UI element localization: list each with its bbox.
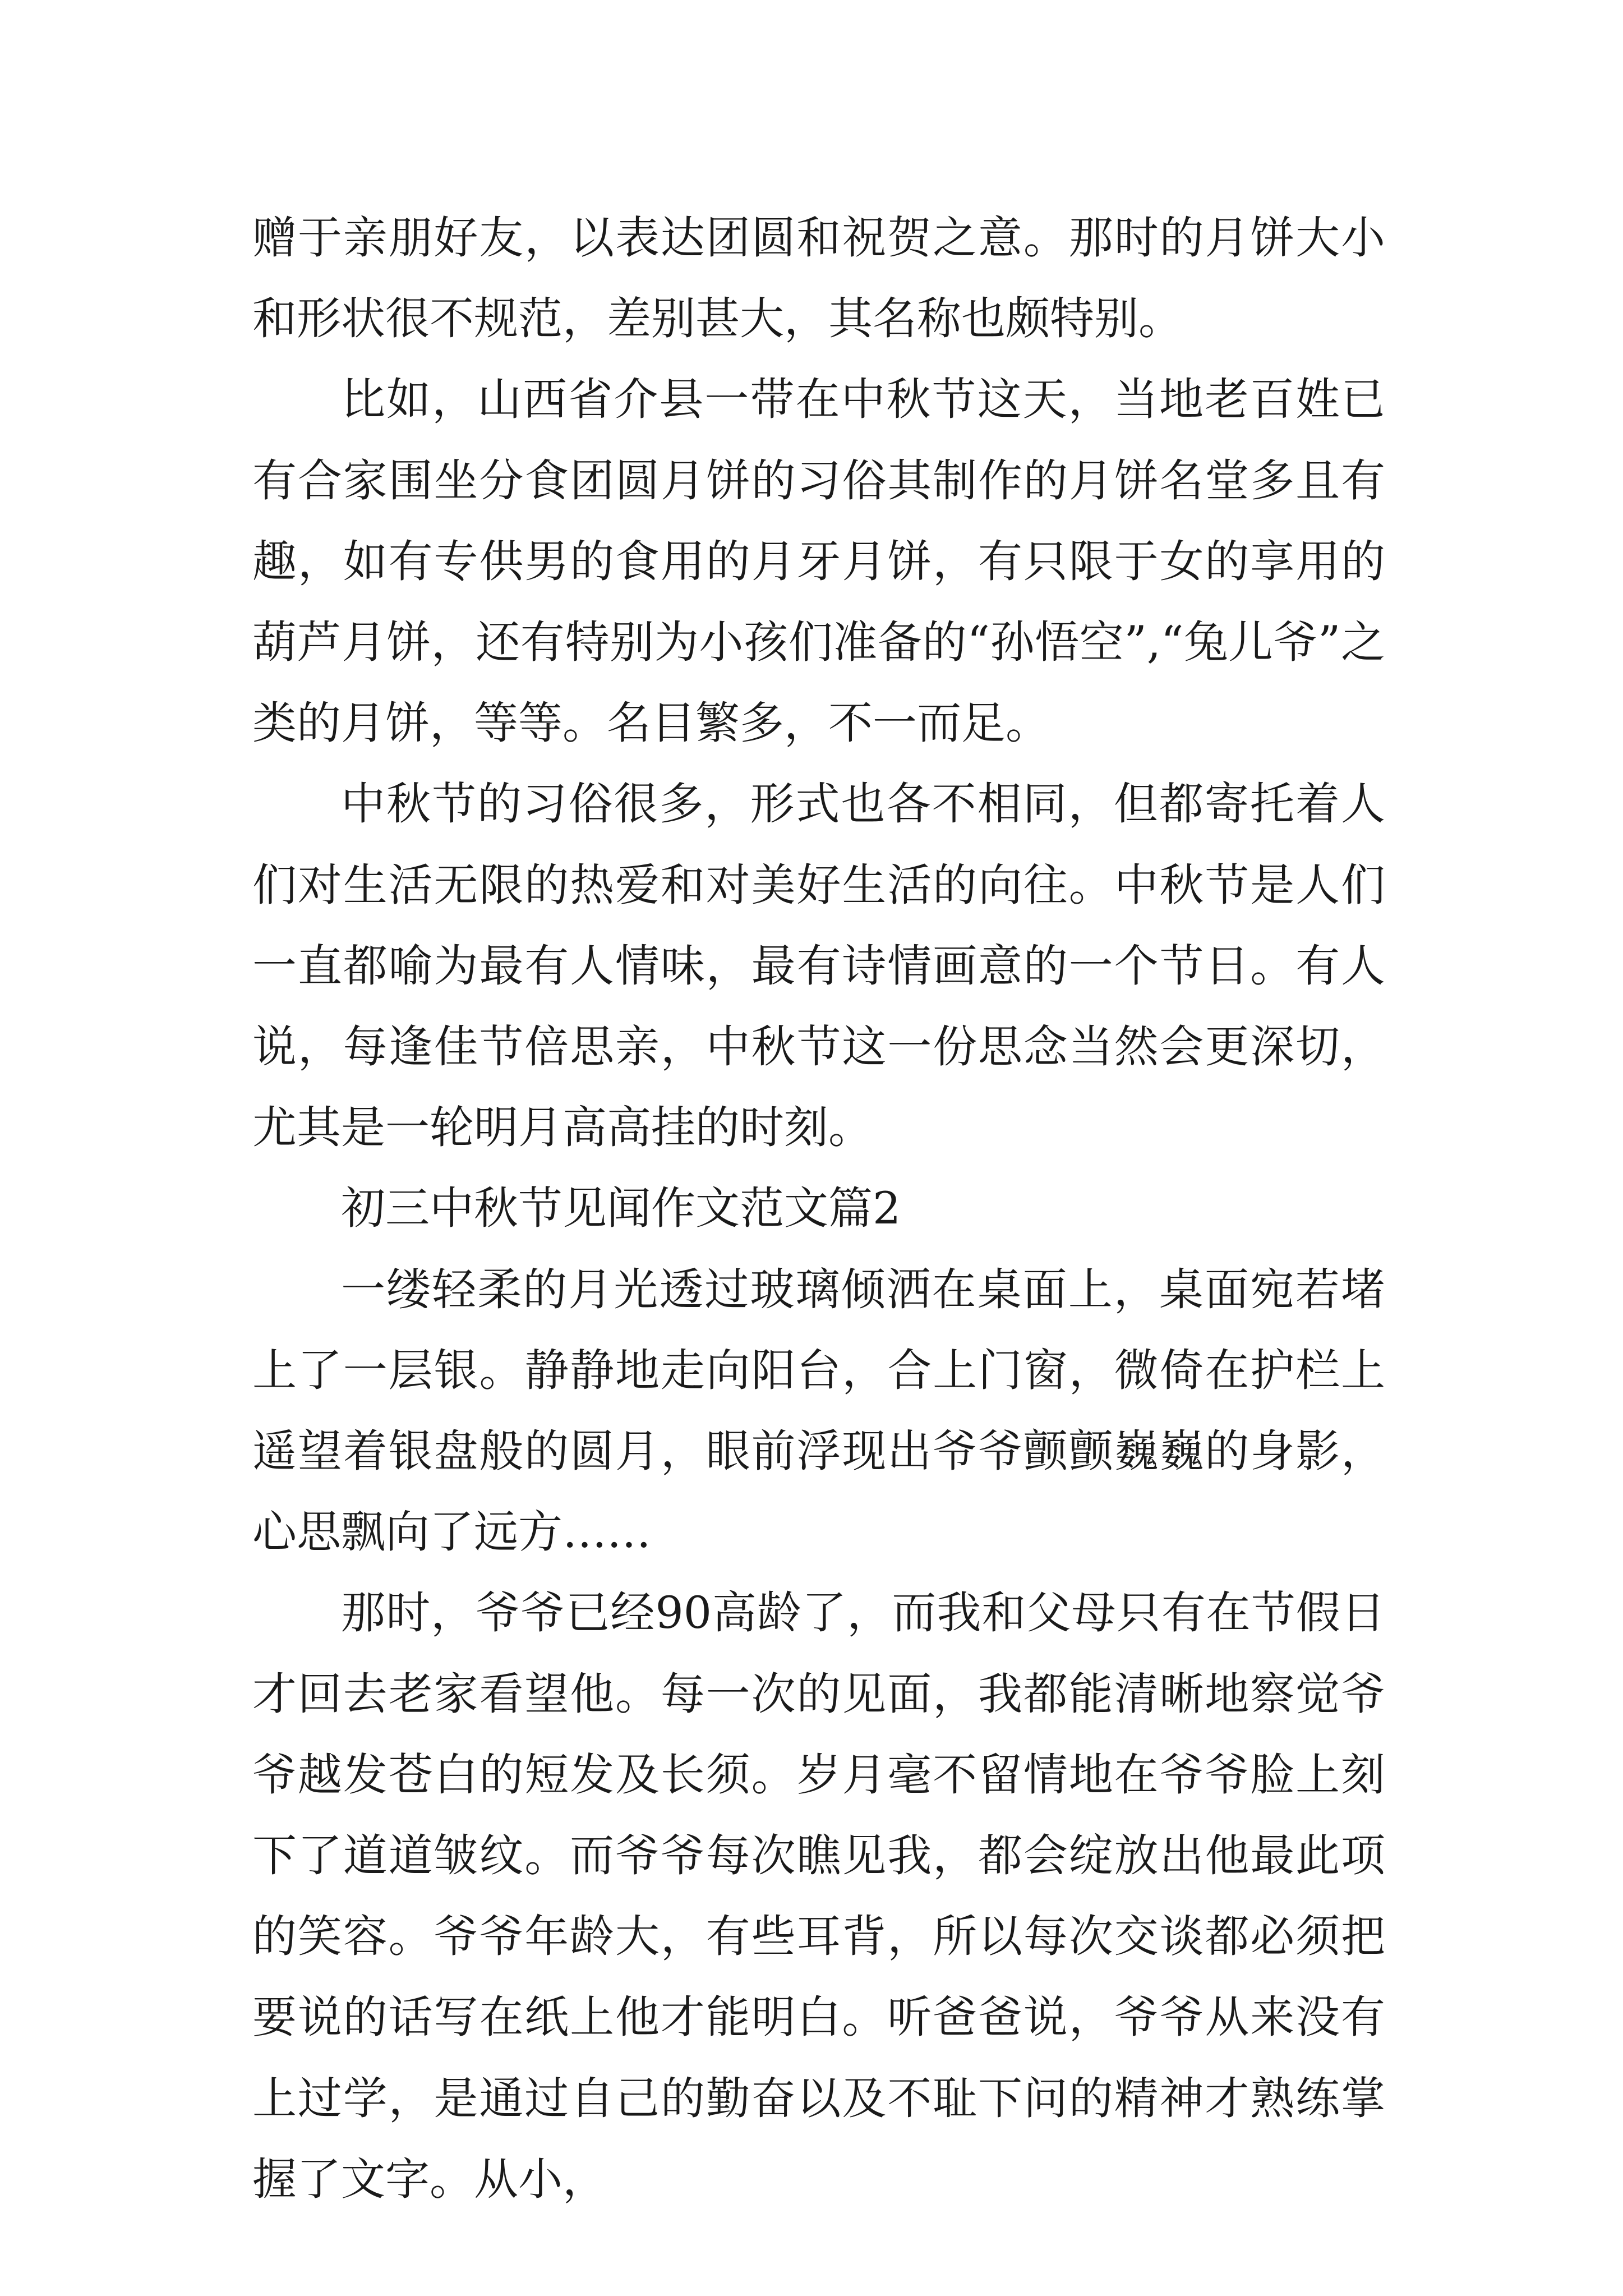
paragraph-continued: 赠于亲朋好友，以表达团圆和祝贺之意。那时的月饼大小和形状很不规范，差别甚大，其名称也颇特别。 <box>252 212 1385 345</box>
paragraph: 比如，山西省介县一带在中秋节这天，当地老百姓已有合家围坐分食团圆月饼的习俗其制作的月饼名堂多且有趣，如有专供男的食用的月牙月饼，有只限于女的享用的葫芦月饼，还有特别为小孩们准备的“孙悟空”,“兔儿爷”之类的月饼，等等。名目繁多，不一而足。 <box>252 374 1385 749</box>
section-heading: 初三中秋节见闻作文范文篇2 <box>341 1182 901 1235</box>
paragraph: 那时，爷爷已经90高龄了，而我和父母只有在节假日才回去老家看望他。每一次的见面，我都能清晰地察觉爷爷越发苍白的短发及长须。岁月毫不留情地在爷爷脸上刻下了道道皱纹。而爷爷每次瞧见我，都会绽放出他最此项的笑容。爷爷年龄大，有些耳背，所以每次交谈都必须把要说的话写在纸上他才能明白。听爸爸说，爷爷从来没有上过学，是通过自己的勤奋以及不耻下问的精神才熟练掌握了文字。从小， <box>252 1587 1385 2205</box>
paragraph: 一缕轻柔的月光透过玻璃倾洒在桌面上，桌面宛若堵上了一层银。静静地走向阳台，合上门窗，微倚在护栏上遥望着银盘般的圆月，眼前浮现出爷爷颤颤巍巍的身影，心思飘向了远方…… <box>252 1263 1385 1558</box>
document-body <box>252 197 1385 2220</box>
paragraph: 中秋节的习俗很多，形式也各不相同，但都寄托着人们对生活无限的热爱和对美好生活的向往。中秋节是人们一直都喻为最有人情味，最有诗情画意的一个节日。有人说，每逢佳节倍思亲，中秋节这一份思念当然会更深切，尤其是一轮明月高高挂的时刻。 <box>252 778 1385 1154</box>
